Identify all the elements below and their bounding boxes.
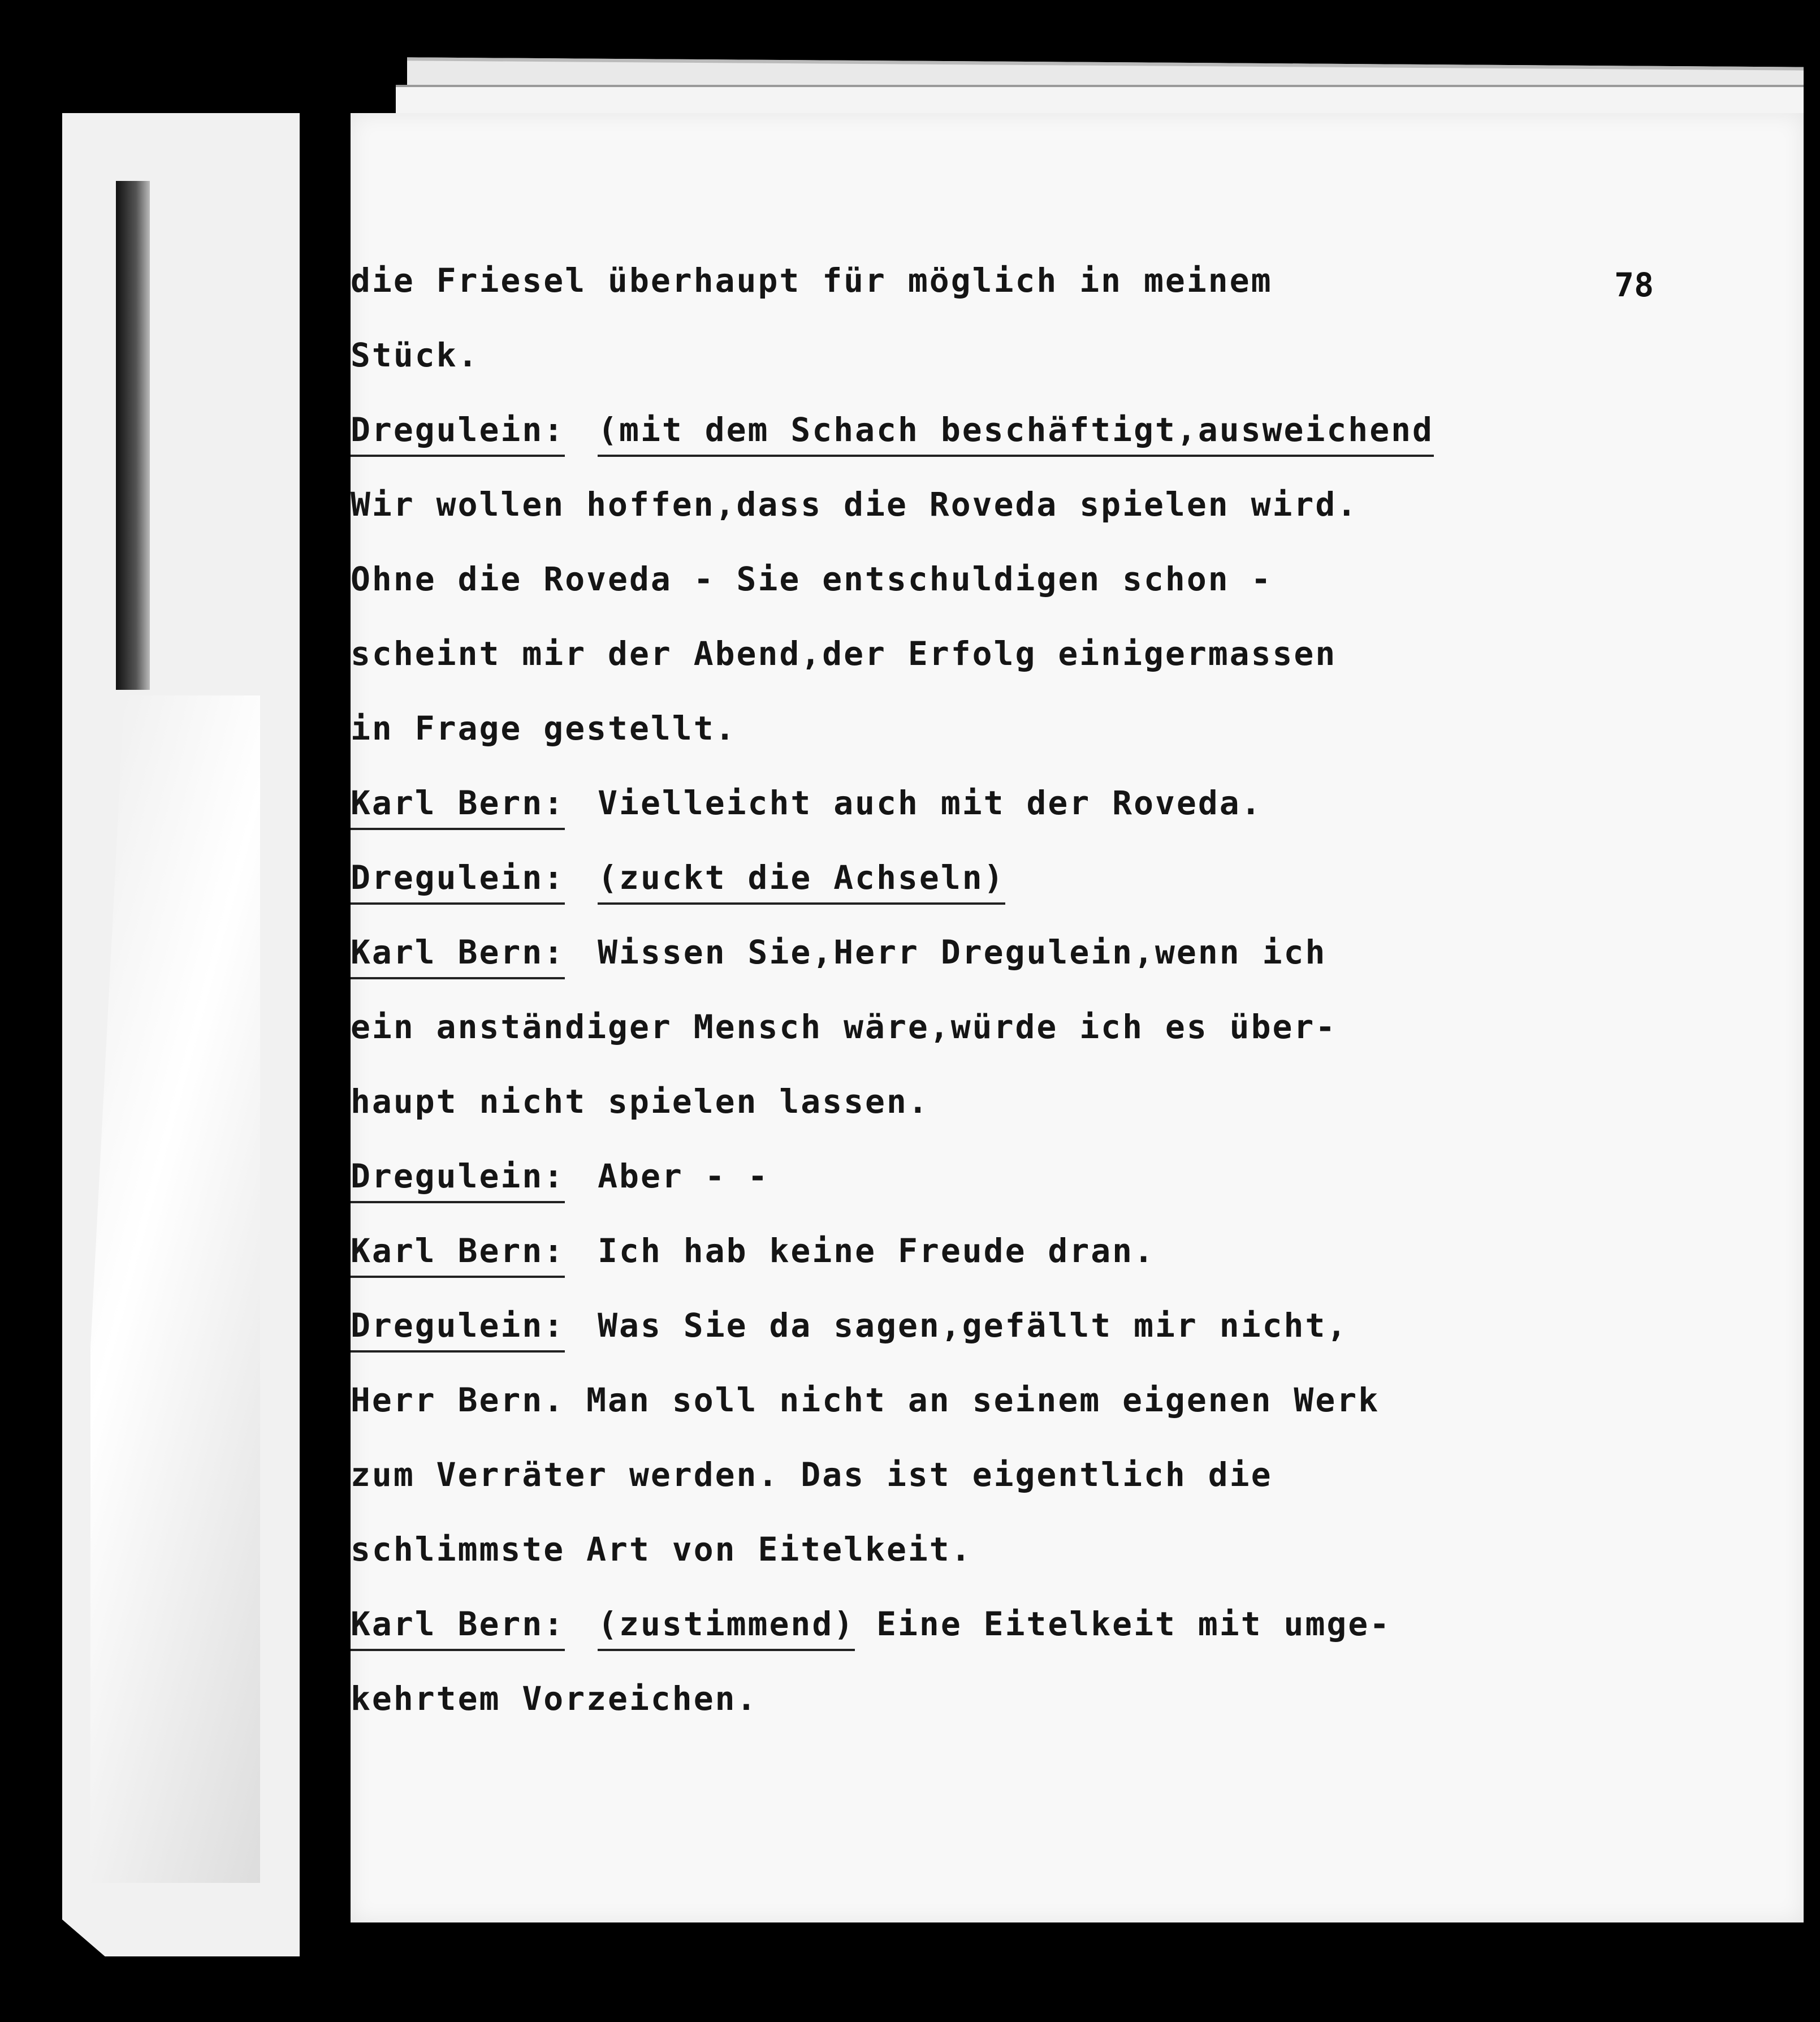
page-number: 78: [1614, 266, 1654, 304]
line-text: schlimmste Art von Eitelkeit.: [351, 1530, 972, 1569]
line-text: zum Verräter werden. Das ist eigentlich die: [351, 1455, 1273, 1494]
line-text: Eine Eitelkeit mit umge-: [876, 1605, 1391, 1643]
text-line-4: [351, 467, 1453, 542]
fold-shadow: [116, 181, 150, 690]
dialogue-line-karl-bern: [351, 915, 1453, 990]
line-text: Wissen Sie,Herr Dregulein,wenn ich: [598, 933, 1327, 971]
text-line-11: [351, 990, 1453, 1064]
text-line-16: [351, 1363, 1453, 1437]
stage-direction: (zustimmend): [598, 1587, 855, 1661]
speaker-name: Karl Bern:: [351, 766, 565, 840]
line-text: Aber - -: [598, 1157, 769, 1195]
speaker-name: Karl Bern:: [351, 1213, 565, 1288]
line-text: Wir wollen hoffen,dass die Roveda spielen wird.: [351, 485, 1359, 524]
speaker-name: Karl Bern:: [351, 915, 565, 990]
line-text: haupt nicht spielen lassen.: [351, 1082, 930, 1121]
stage-direction: (zuckt die Achseln): [598, 840, 1005, 915]
dialogue-line-karl-bern: [351, 1213, 1453, 1288]
line-text: in Frage gestellt.: [351, 709, 737, 748]
line-text: Herr Bern. Man soll nicht an seinem eigenen Werk: [351, 1381, 1380, 1419]
dialogue-line-dregulein: [351, 840, 1453, 915]
text-line-18: [351, 1512, 1453, 1587]
text-line-12: [351, 1064, 1453, 1139]
dialogue-line-dregulein: [351, 1288, 1453, 1363]
speaker-name: Dregulein:: [351, 1139, 565, 1213]
line-text: Stück.: [351, 336, 479, 374]
stage-direction: (mit dem Schach beschäftigt,ausweichend: [598, 392, 1434, 467]
dialogue-line-dregulein: [351, 392, 1453, 467]
line-text: Was Sie da sagen,gefällt mir nicht,: [598, 1306, 1348, 1345]
line-text: scheint mir der Abend,der Erfolg einigermassen: [351, 634, 1337, 673]
line-text: Ohne die Roveda - Sie entschuldigen schon -: [351, 560, 1273, 598]
text-line-17: [351, 1437, 1453, 1512]
speaker-name: Karl Bern:: [351, 1587, 565, 1661]
dialogue-line-dregulein: [351, 1139, 1453, 1213]
line-text: ein anständiger Mensch wäre,würde ich es über-: [351, 1008, 1337, 1046]
typescript-body: [351, 243, 1453, 1736]
speaker-name: Dregulein:: [351, 1288, 565, 1363]
line-text: kehrtem Vorzeichen.: [351, 1679, 758, 1718]
line-text: Vielleicht auch mit der Roveda.: [598, 784, 1263, 822]
text-line-7: [351, 691, 1453, 766]
text-line-20: [351, 1661, 1453, 1736]
dialogue-line-karl-bern: [351, 766, 1453, 840]
speaker-name: Dregulein:: [351, 840, 565, 915]
dialogue-line-karl-bern: [351, 1587, 1453, 1661]
line-text: Ich hab keine Freude dran.: [598, 1232, 1156, 1270]
text-line-1: [351, 243, 1453, 318]
text-line-2: [351, 318, 1453, 392]
speaker-name: Dregulein:: [351, 392, 565, 467]
text-line-5: [351, 542, 1453, 616]
folded-paper-edge: [90, 695, 260, 1883]
line-text: die Friesel überhaupt für möglich in meinem: [351, 261, 1273, 300]
text-line-6: [351, 616, 1453, 691]
